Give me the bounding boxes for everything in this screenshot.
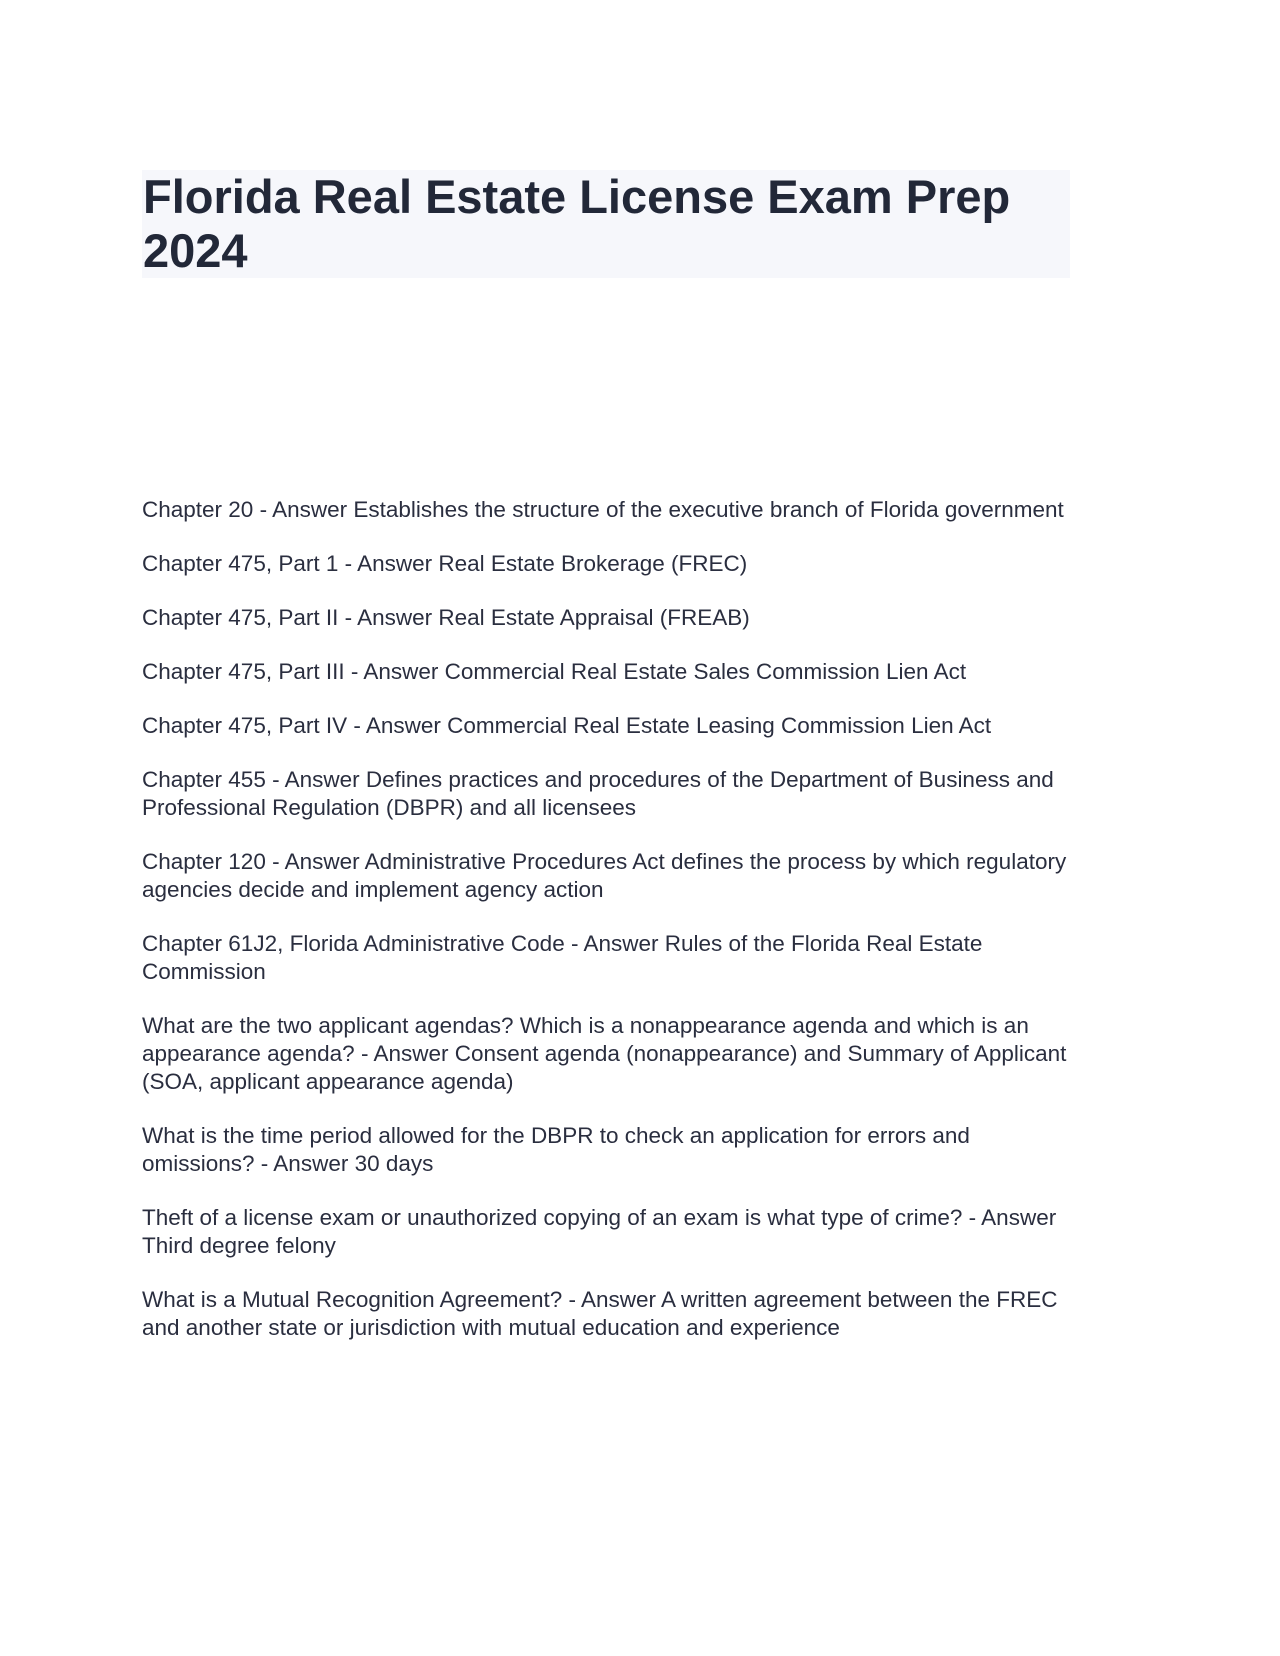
qa-item-dbpr-time-period: What is the time period allowed for the DBPR to check an application for errors and omissions? - Answer 30 days [142,1123,970,1176]
qa-item-chapter-20: Chapter 20 - Answer Establishes the structure of the executive branch of Florida government [142,497,1064,522]
qa-item-chapter-61j2: Chapter 61J2, Florida Administrative Code - Answer Rules of the Florida Real Estate Commission [142,931,983,984]
title-block [142,170,1070,278]
qa-item-chapter-475-part-2: Chapter 475, Part II - Answer Real Estate Appraisal (FREAB) [142,605,750,630]
qa-list [142,496,1082,1368]
document-title: Florida Real Estate License Exam Prep 2024 [143,170,1011,277]
document-page [142,170,1070,278]
qa-item-applicant-agendas: What are the two applicant agendas? Which is a nonappearance agenda and which is an appearance agenda? - Answer Consent agenda (nonappearance) and Summary of Applicant (SOA, applicant appearance agenda) [142,1013,1067,1094]
qa-item-exam-theft-crime: Theft of a license exam or unauthorized copying of an exam is what type of crime? - Answer Third degree felony [142,1205,1057,1258]
qa-item-chapter-455: Chapter 455 - Answer Defines practices and procedures of the Department of Business and Professional Regulation (DBPR) and all licensees [142,767,1054,820]
qa-item-chapter-475-part-1: Chapter 475, Part 1 - Answer Real Estate Brokerage (FREC) [142,551,748,576]
qa-item-chapter-475-part-3: Chapter 475, Part III - Answer Commercial Real Estate Sales Commission Lien Act [142,659,967,684]
qa-item-mutual-recognition: What is a Mutual Recognition Agreement? - Answer A written agreement between the FREC and another state or jurisdiction with mutual education and experience [142,1287,1058,1340]
qa-item-chapter-475-part-4: Chapter 475, Part IV - Answer Commercial Real Estate Leasing Commission Lien Act [142,713,992,738]
qa-item-chapter-120: Chapter 120 - Answer Administrative Procedures Act defines the process by which regulatory agencies decide and implement agency action [142,849,1067,902]
